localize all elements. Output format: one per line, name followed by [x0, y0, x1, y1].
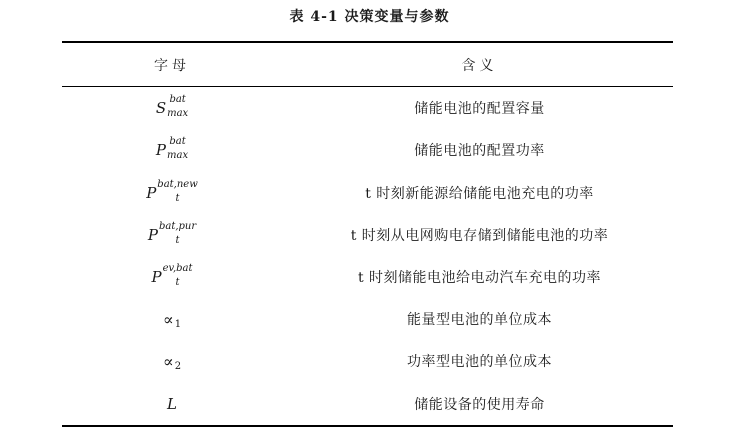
table-row: [62, 172, 673, 214]
math-symbol: [155, 136, 189, 162]
math-symbol: [151, 263, 193, 289]
symbol-subscript: max: [167, 108, 189, 120]
table-row: [62, 340, 673, 382]
symbol-base: P: [155, 141, 166, 160]
math-symbol: [155, 94, 189, 120]
symbol-base: S: [155, 99, 167, 118]
symbol-cell: [62, 352, 282, 371]
table-row: [62, 129, 673, 171]
meaning-cell: 储能电池的配置功率: [414, 143, 545, 160]
table-row: [62, 87, 673, 129]
table-row: [62, 256, 673, 298]
symbol-subscript: t: [175, 234, 180, 246]
symbol-base: L: [167, 394, 177, 413]
symbol-cell: [62, 310, 282, 329]
symbol-base: P: [146, 183, 157, 202]
variables-table: [62, 41, 673, 427]
header-letter: 字母: [154, 57, 190, 74]
symbol-base: ∝: [162, 351, 174, 371]
symbol-superscript: bat: [169, 94, 186, 106]
meaning-cell: 能量型电池的单位成本: [407, 312, 552, 329]
math-symbol: [163, 352, 181, 371]
symbol-subscript: 1: [174, 318, 182, 330]
symbol-superscript: bat: [169, 136, 186, 148]
table-row: [62, 298, 673, 340]
meaning-cell: 功率型电池的单位成本: [407, 354, 552, 371]
symbol-cell: [62, 263, 282, 289]
symbol-base: P: [147, 225, 158, 244]
symbol-superscript: bat,pur: [158, 220, 197, 232]
meaning-cell: t 时刻新能源给储能电池充电的功率: [365, 185, 594, 202]
symbol-cell: [62, 395, 282, 413]
symbol-superscript: bat,new: [157, 178, 198, 190]
symbol-cell: [62, 178, 282, 204]
meaning-cell: 储能设备的使用寿命: [414, 396, 545, 413]
table-caption: 表 4-1 决策变量与参数: [289, 9, 450, 25]
symbol-cell: [62, 220, 282, 246]
meaning-cell: t 时刻储能电池给电动汽车充电的功率: [357, 270, 602, 287]
table-header-row: [62, 43, 673, 86]
symbol-cell: [62, 136, 282, 162]
math-symbol: [146, 178, 198, 204]
math-symbol: [147, 220, 197, 246]
meaning-cell: 储能电池的配置容量: [414, 101, 545, 118]
symbol-subscript: t: [175, 192, 180, 204]
symbol-subscript: t: [175, 277, 180, 289]
symbol-base: P: [151, 268, 162, 287]
symbol-cell: [62, 94, 282, 120]
math-symbol: [167, 395, 177, 413]
symbol-base: ∝: [162, 309, 174, 329]
symbol-superscript: ev,bat: [162, 263, 193, 275]
header-meaning: 含义: [461, 57, 498, 74]
symbol-subscript: max: [167, 150, 189, 162]
table-row: [62, 214, 673, 256]
symbol-subscript: 2: [174, 360, 182, 372]
table-bottom-rule: [62, 425, 673, 427]
meaning-cell: t 时刻从电网购电存储到储能电池的功率: [350, 227, 609, 244]
math-symbol: [163, 310, 181, 329]
table-row: [62, 383, 673, 425]
